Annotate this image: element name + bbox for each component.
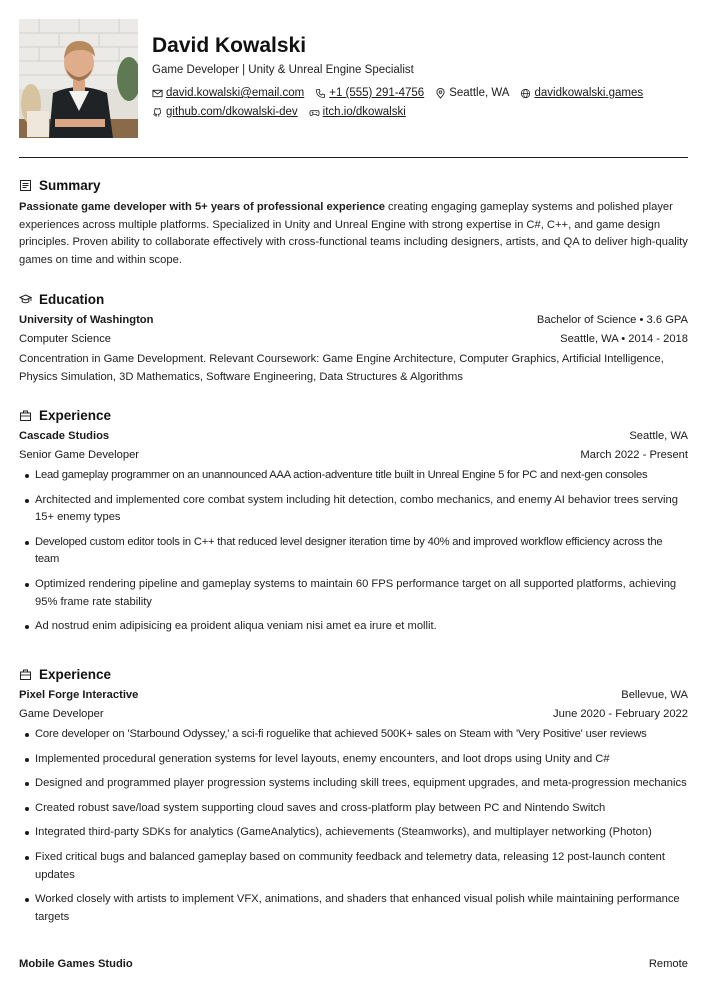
profile-photo <box>19 19 138 138</box>
summary-lead: Passionate game developer with 5+ years of professional experience <box>19 201 385 213</box>
education-details: Concentration in Game Development. Relevant Coursework: Game Engine Architecture, Computer Graphics, Artificial Intelligence, Physics Simulation, 3D Mathematics, Software Engineering, Data Structures & Algorithms <box>19 353 664 383</box>
education-location-dates: Seattle, WA • 2014 - 2018 <box>560 333 688 345</box>
experience-2-role: Game Developer <box>19 708 104 720</box>
experience-2-dates: June 2020 - February 2022 <box>553 708 688 720</box>
summary-paragraph <box>19 199 688 269</box>
experience-1-location: Seattle, WA <box>629 430 688 442</box>
document-icon <box>19 179 32 192</box>
experience-2-bullet: Designed and programmed player progression systems including skill trees, equipment upgrades, and meta-progression mechanics <box>19 775 688 793</box>
candidate-headline: Game Developer | Unity & Unreal Engine Specialist <box>152 64 414 76</box>
github-icon <box>152 107 163 118</box>
experience-title-text-1: Experience <box>39 408 112 423</box>
education-school-row <box>19 314 688 326</box>
itch-contact <box>309 106 406 118</box>
experience-2-bullet: Worked closely with artists to implement VFX, animations, and shaders that enhanced visual polish while maintaining performance targets <box>19 891 688 926</box>
phone-link[interactable]: +1 (555) 291-4756 <box>329 87 425 99</box>
experience-1-company: Cascade Studios <box>19 430 110 442</box>
education-major: Computer Science <box>19 333 112 345</box>
briefcase-icon <box>19 409 32 422</box>
github-link[interactable]: github.com/dkowalski-dev <box>166 106 298 118</box>
website-contact <box>520 87 643 99</box>
experience-2-company: Pixel Forge Interactive <box>19 689 139 701</box>
email-contact <box>152 87 304 99</box>
experience-1-bullet: Optimized rendering pipeline and gameplay systems to maintain 60 FPS performance target on all supported platforms, achieving 95% frame rate stability <box>19 576 688 611</box>
location-text: Seattle, WA <box>449 87 510 99</box>
graduation-cap-icon <box>19 293 32 306</box>
experience-2-bullets <box>19 726 688 933</box>
experience-1-bullet: Developed custom editor tools in C++ that reduced level designer iteration time by 40% and improved workflow efficiency across the team <box>19 534 688 569</box>
experience-1-bullet: Architected and implemented core combat system including hit detection, combo mechanics, and enemy AI behavior trees serving 15+ enemy types <box>19 492 688 527</box>
experience-1-role-row <box>19 449 688 461</box>
globe-icon <box>520 88 531 99</box>
experience-2-bullet: Core developer on 'Starbound Odyssey,' a sci-fi roguelike that achieved 500K+ sales on Steam with 'Very Positive' user reviews <box>19 726 688 744</box>
resume-header <box>19 19 688 139</box>
email-link[interactable]: david.kowalski@email.com <box>166 87 305 99</box>
experience-1-role: Senior Game Developer <box>19 449 140 461</box>
experience-1-dates: March 2022 - Present <box>580 449 688 461</box>
experience-1-company-row <box>19 430 688 442</box>
website-link[interactable]: davidkowalski.games <box>534 87 644 99</box>
education-section-title <box>19 292 104 307</box>
experience-2-bullet: Created robust save/load system supporting cloud saves and cross-platform play between PC and Nintendo Switch <box>19 800 688 818</box>
experience-1-bullet: Ad nostrud enim adipisicing ea proident aliqua veniam nisi amet ea irure et mollit. <box>19 618 688 636</box>
header-divider <box>19 157 688 158</box>
briefcase-icon <box>19 668 32 681</box>
itch-link[interactable]: itch.io/dkowalski <box>322 106 406 118</box>
experience-1-bullet: Lead gameplay programmer on an unannounced AAA action-adventure title built in Unreal Engine 5 for PC and next-gen consoles <box>19 467 688 485</box>
map-pin-icon <box>435 88 446 99</box>
phone-contact <box>315 87 424 99</box>
experience-title-text-2: Experience <box>39 667 112 682</box>
education-title-text: Education <box>39 292 105 307</box>
envelope-icon <box>152 88 163 99</box>
location-contact <box>435 87 509 99</box>
experience-2-company-row <box>19 689 688 701</box>
summary-title-text: Summary <box>39 178 101 193</box>
experience-2-role-row <box>19 708 688 720</box>
experience-2-bullet: Implemented procedural generation systems for level layouts, enemy encounters, and loot drops using Unity and C# <box>19 751 688 769</box>
experience-2-bullet: Fixed critical bugs and balanced gameplay based on community feedback and telemetry data, releasing 12 post-launch content updates <box>19 849 688 884</box>
experience-section-title-2 <box>19 667 111 682</box>
phone-icon <box>315 88 326 99</box>
contact-row-primary <box>152 87 654 99</box>
experience-2-bullet: Integrated third-party SDKs for analytics (GameAnalytics), achievements (Steamworks), and multiplayer networking (Photon) <box>19 824 688 842</box>
summary-section-title <box>19 178 101 193</box>
summary-text: creating engaging gameplay systems and polished player experiences across multiple platforms. Specialized in Unity and Unreal Engine with strong expertise in C#, C++, and game design principles. Proven ability to collaborate effectively with cross-functional teams including designers, artists, and QA to deliver high-quality games on time and within scope. <box>19 201 688 266</box>
experience-3-company: Mobile Games Studio <box>19 958 133 970</box>
contact-row-secondary <box>152 106 417 118</box>
experience-3-location: Remote <box>648 958 688 970</box>
profile-photo-illustration <box>19 19 138 138</box>
education-degree-info: Bachelor of Science • 3.6 GPA <box>536 314 688 326</box>
education-major-row <box>19 333 688 345</box>
experience-section-title-1 <box>19 408 111 423</box>
education-school: University of Washington <box>19 314 154 326</box>
gamepad-icon <box>309 107 320 118</box>
candidate-name: David Kowalski <box>152 34 307 57</box>
experience-2-location: Bellevue, WA <box>621 689 688 701</box>
experience-3-company-row <box>19 958 688 970</box>
github-contact <box>152 106 298 118</box>
experience-1-bullets <box>19 467 688 643</box>
